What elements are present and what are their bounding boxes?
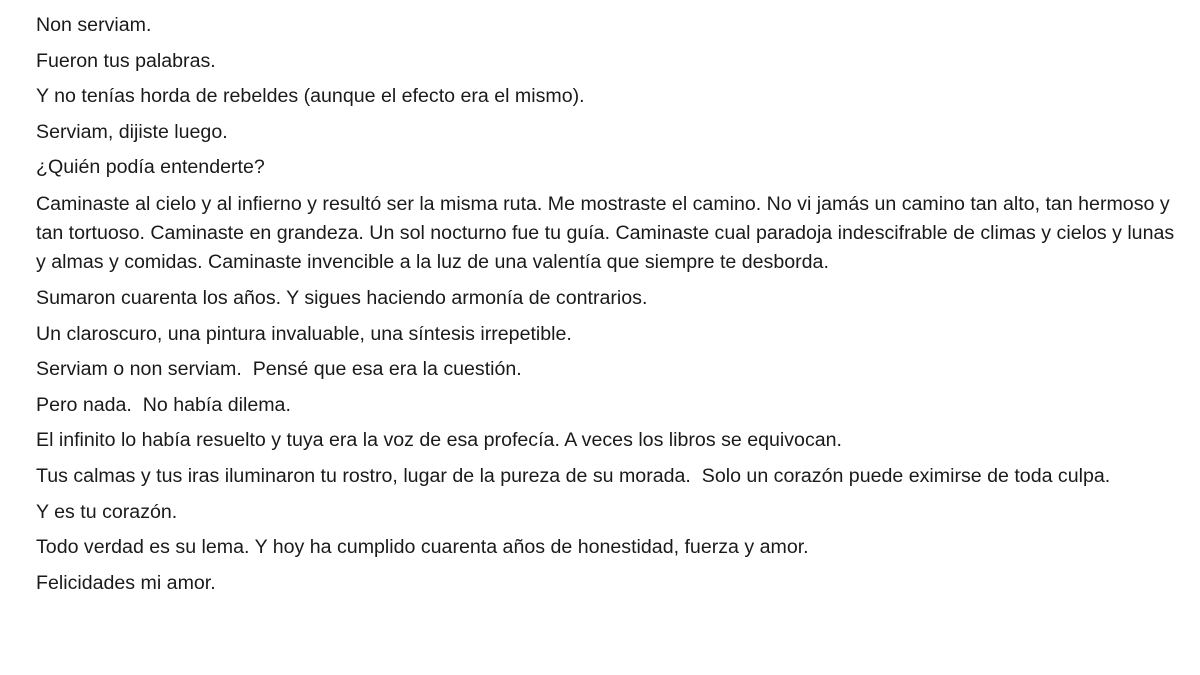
paragraph: Caminaste al cielo y al infierno y resultó ser la misma ruta. Me mostraste el camino. No vi jamás un camino tan alto, tan hermoso y tan tortuoso. Caminaste en grandeza. Un sol nocturno fue tu guía. Caminaste cual paradoja indescifrable de climas y cielos y lunas y almas y comidas. Caminaste invencible a la luz de una valentía que siempre te desborda. [36,193,1180,274]
paragraph: Serviam, dijiste luego. [36,120,228,143]
paragraph: Y es tu corazón. [36,500,178,523]
paragraph: Felicidades mi amor. [36,571,216,594]
paragraph: Sumaron cuarenta los años. Y sigues haciendo armonía de contrarios. [36,286,648,309]
paragraph: Tus calmas y tus iras iluminaron tu rostro, lugar de la pureza de su morada. Solo un corazón puede eximirse de toda culpa. [36,464,1111,487]
paragraph: ¿Quién podía entenderte? [36,156,265,179]
paragraph: Pero nada. No había dilema. [36,393,291,416]
paragraph: El infinito lo había resuelto y tuya era la voz de esa profecía. A veces los libros se equivocan. [36,429,842,452]
paragraph: Non serviam. [36,14,152,36]
paragraph: Un claroscuro, una pintura invaluable, una síntesis irrepetible. [36,322,572,345]
paragraph: Fueron tus palabras. [36,49,216,72]
paragraph: Y no tenías horda de rebeldes (aunque el efecto era el mismo). [36,85,585,108]
document-body [36,11,1186,604]
paragraph: Serviam o non serviam. Pensé que esa era la cuestión. [36,358,522,381]
paragraph: Todo verdad es su lema. Y hoy ha cumplido cuarenta años de honestidad, fuerza y amor. [36,536,809,559]
